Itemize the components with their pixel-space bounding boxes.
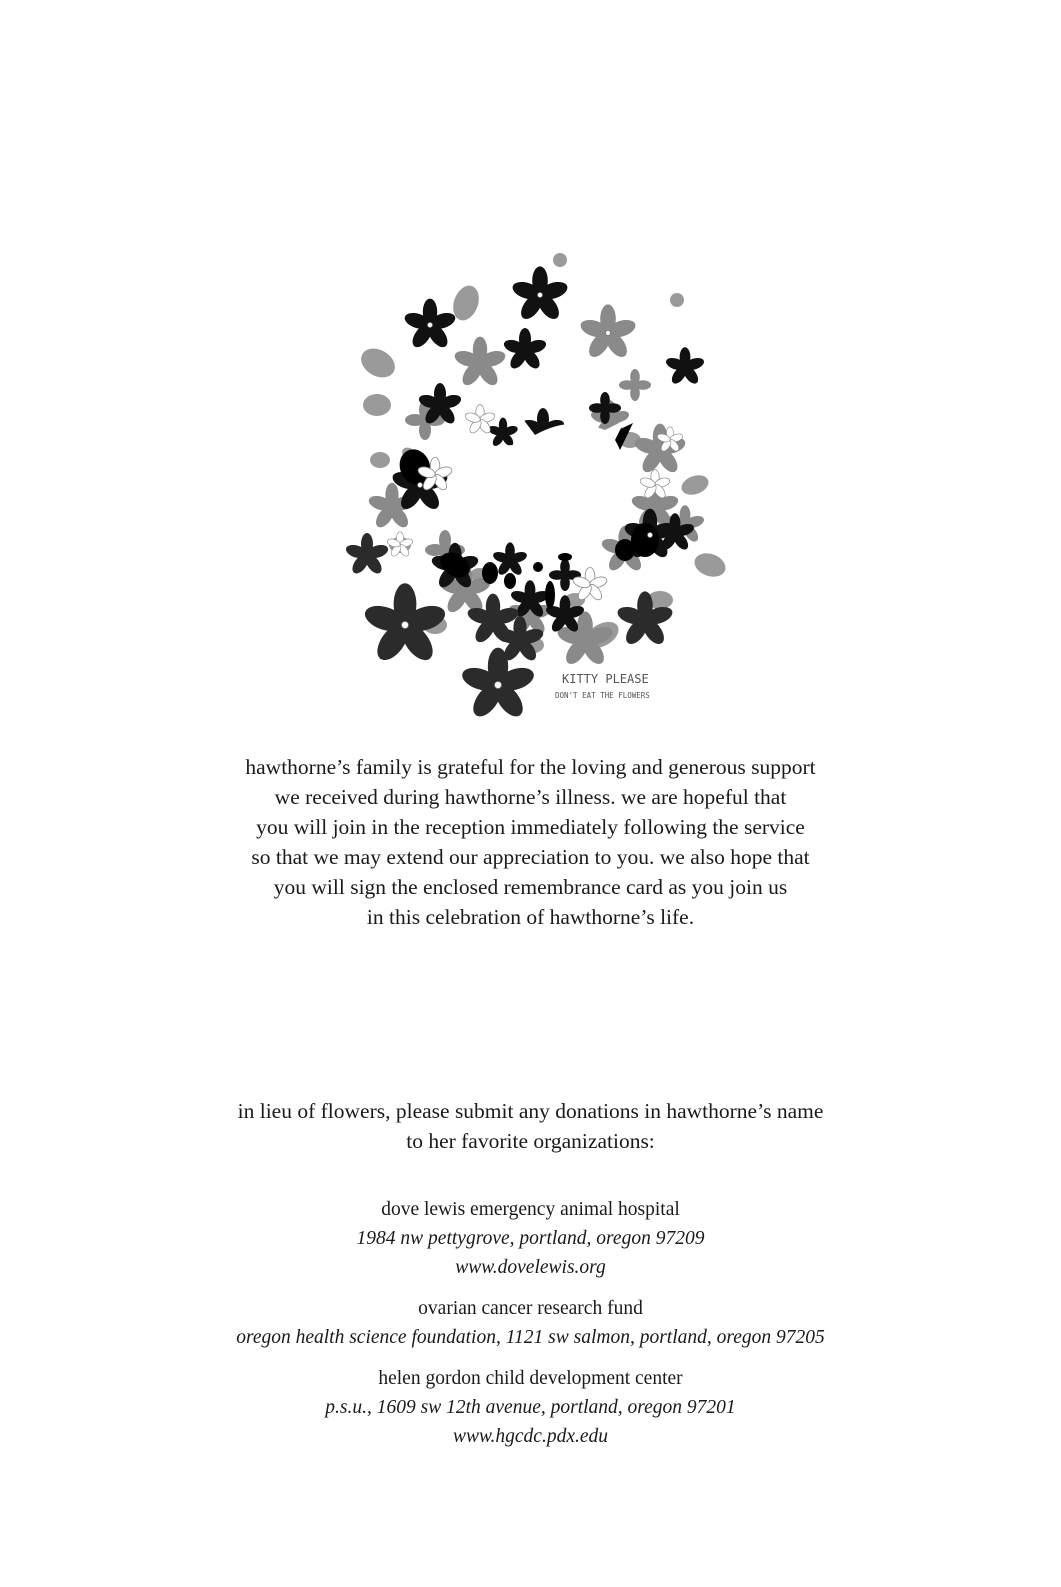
organization-list	[120, 1195, 941, 1463]
message-line: you will join in the reception immediately following the service	[256, 815, 805, 839]
illustration-caption-line-2: DON'T EAT THE FLOWERS	[555, 691, 650, 700]
message-line: you will sign the enclosed remembrance card as you join us	[273, 875, 788, 899]
message-line: we received during hawthorne’s illness. we are hopeful that	[274, 785, 787, 809]
organization-address: 1984 nw pettygrove, portland, oregon 97209	[356, 1228, 705, 1249]
donation-intro	[120, 1096, 941, 1156]
organization-name: ovarian cancer research fund	[418, 1298, 643, 1319]
donation-intro-line: in lieu of flowers, please submit any donations in hawthorne’s name	[237, 1099, 824, 1123]
message-line: hawthorne’s family is grateful for the loving and generous support	[245, 755, 816, 779]
illustration-caption-line-1: KITTY PLEASE	[562, 672, 649, 686]
message-line: in this celebration of hawthorne’s life.	[366, 905, 695, 929]
organization-name: dove lewis emergency animal hospital	[381, 1199, 680, 1220]
flower-wreath-illustration	[340, 245, 740, 725]
organization-address: oregon health science foundation, 1121 sw salmon, portland, oregon 97205	[236, 1327, 825, 1348]
organization-address: p.s.u., 1609 sw 12th avenue, portland, oregon 97201	[325, 1397, 736, 1418]
organization-website[interactable]: www.dovelewis.org	[455, 1257, 606, 1278]
flower-wreath-svg	[340, 245, 740, 725]
organization-helen-gordon	[120, 1364, 941, 1451]
acknowledgement-message	[120, 752, 941, 932]
organization-name: helen gordon child development center	[378, 1368, 683, 1389]
organization-website[interactable]: www.hgcdc.pdx.edu	[452, 1426, 609, 1447]
organization-dove-lewis	[120, 1195, 941, 1282]
donation-intro-line: to her favorite organizations:	[406, 1129, 655, 1153]
organization-ovarian-cancer	[120, 1294, 941, 1352]
message-line: so that we may extend our appreciation to you. we also hope that	[251, 845, 810, 869]
